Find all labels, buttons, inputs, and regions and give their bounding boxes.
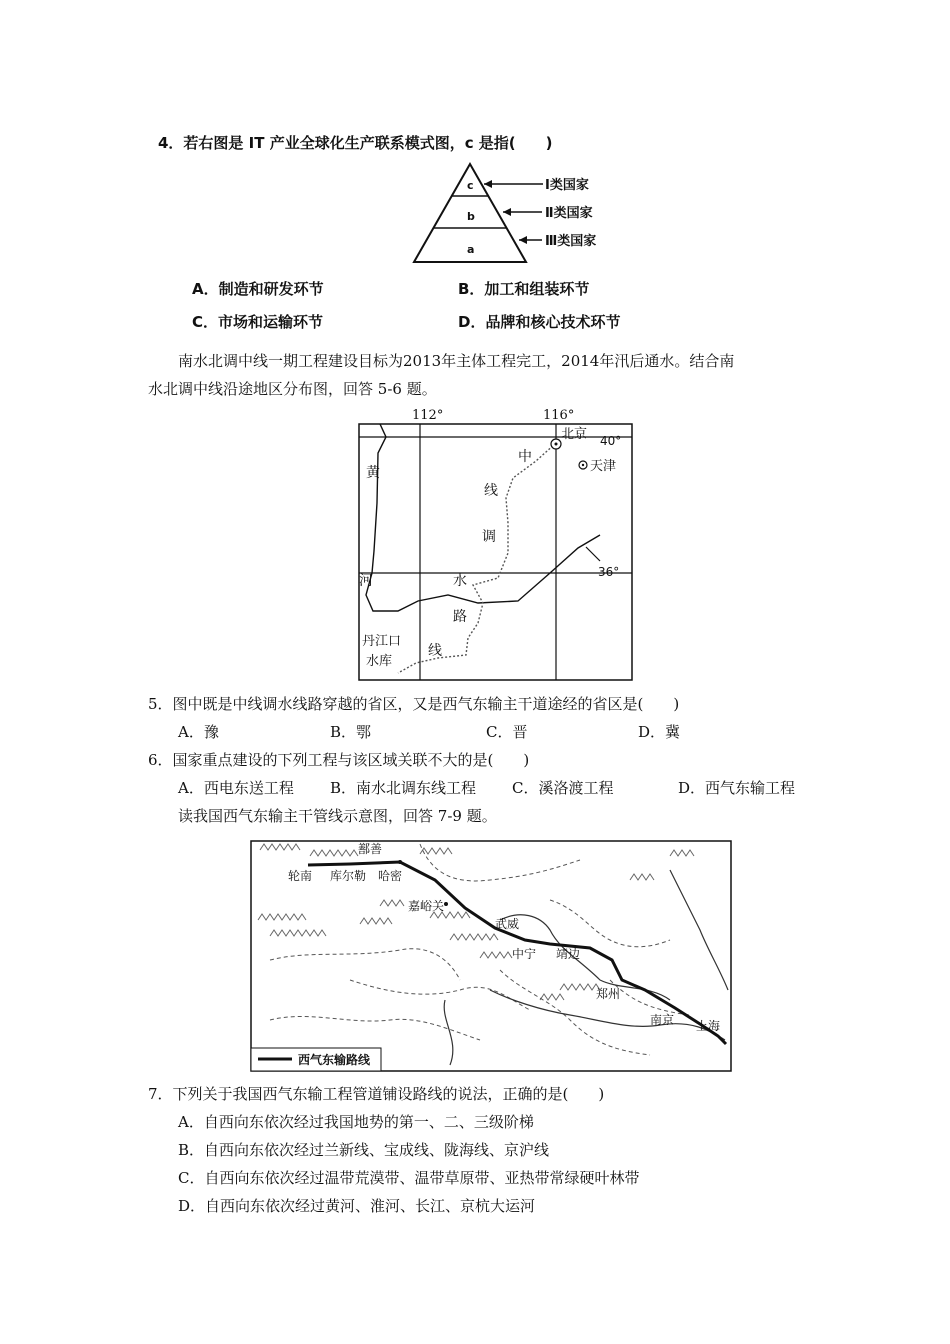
reservoir-line1: 丹江口 <box>362 634 402 649</box>
city-shanshan: 鄯善 <box>358 842 383 856</box>
label-class1: Ⅰ类国家 <box>545 178 589 193</box>
lat-36: 36° <box>598 565 620 579</box>
q7-option-a: A．自西向东依次经过我国地势的第一、二、三级阶梯 <box>178 1113 534 1131</box>
q4-stem: 4．若右图是 IT 产业全球化生产联系模式图，c 是指( ) <box>158 134 553 152</box>
q6-option-c: C．溪洛渡工程 <box>512 779 614 797</box>
q6-stem: 6．国家重点建设的下列工程与该区域关联不大的是( ) <box>148 751 530 769</box>
intro-5-6-line2: 水北调中线沿途地区分布图，回答 5-6 题。 <box>148 380 437 398</box>
beijing-label: 北京 <box>561 427 588 442</box>
q6-option-a: A．西电东送工程 <box>178 779 294 797</box>
pyramid-c: c <box>467 179 474 192</box>
q6-option-d: D．西气东输工程 <box>678 779 796 797</box>
lon-116: 116° <box>543 408 575 423</box>
city-jingbian: 靖边 <box>556 947 581 961</box>
q4-option-d: D．品牌和核心技术环节 <box>458 313 621 331</box>
route-char-3: 调 <box>482 529 496 545</box>
tianjin-label: 天津 <box>590 459 617 474</box>
pipeline-map <box>250 840 732 1072</box>
route-char-4: 水 <box>453 573 467 589</box>
route-char-2: 线 <box>484 483 498 499</box>
intro-7-9: 读我国西气东输主干管线示意图，回答 7-9 题。 <box>178 807 497 825</box>
city-shanghai: 上海 <box>696 1019 721 1033</box>
q5-option-b: B．鄂 <box>330 723 372 741</box>
intro-5-6-line1: 南水北调中线一期工程建设目标为2013年主体工程完工，2014年汛后通水。结合南 <box>178 352 735 370</box>
city-jiayuguan: 嘉峪关 <box>408 899 445 913</box>
city-zhengzhou: 郑州 <box>596 987 621 1001</box>
city-lunnan: 轮南 <box>288 869 313 883</box>
city-kuerle: 库尔勒 <box>330 869 367 883</box>
route-char-1: 中 <box>518 449 532 465</box>
water-transfer-map <box>358 423 633 681</box>
q5-option-c: C．晋 <box>486 723 528 741</box>
city-zhongning: 中宁 <box>512 947 537 961</box>
q7-option-d: D．自西向东依次经过黄河、淮河、长江、京杭大运河 <box>178 1197 536 1215</box>
q7-option-c: C．自西向东依次经过温带荒漠带、温带草原带、亚热带常绿硬叶林带 <box>178 1169 640 1187</box>
yellow-label: 黄 <box>366 465 380 481</box>
reservoir-line2: 水库 <box>366 654 393 669</box>
city-hami: 哈密 <box>378 869 403 883</box>
route-char-5: 路 <box>453 609 467 625</box>
pyramid-b: b <box>467 210 475 223</box>
city-nanjing: 南京 <box>650 1013 675 1027</box>
river-label: 河 <box>359 573 373 589</box>
label-class2: Ⅱ类国家 <box>545 206 593 221</box>
q7-stem: 7．下列关于我国西气东输工程管道铺设路线的说法，正确的是( ) <box>148 1085 605 1103</box>
q4-option-c: C．市场和运输环节 <box>192 313 324 331</box>
lon-112: 112° <box>412 408 444 423</box>
q5-stem: 5．图中既是中线调水线路穿越的省区，又是西气东输主干道途经的省区是( ) <box>148 695 680 713</box>
pyramid-a: a <box>467 243 475 256</box>
label-class3: Ⅲ类国家 <box>545 234 597 249</box>
q5-option-a: A．豫 <box>178 723 219 741</box>
q7-option-b: B．自西向东依次经过兰新线、宝成线、陇海线、京沪线 <box>178 1141 550 1159</box>
route-char-6: 线 <box>428 643 442 659</box>
legend-label: 西气东输路线 <box>298 1053 371 1067</box>
q6-option-b: B．南水北调东线工程 <box>330 779 477 797</box>
q5-option-d: D．冀 <box>638 723 681 741</box>
lat-40: 40° <box>600 434 622 448</box>
pyramid-diagram <box>408 160 618 268</box>
q4-option-a: A．制造和研发环节 <box>192 280 324 298</box>
city-wuwei: 武威 <box>495 917 520 931</box>
q4-option-b: B．加工和组装环节 <box>458 280 590 298</box>
